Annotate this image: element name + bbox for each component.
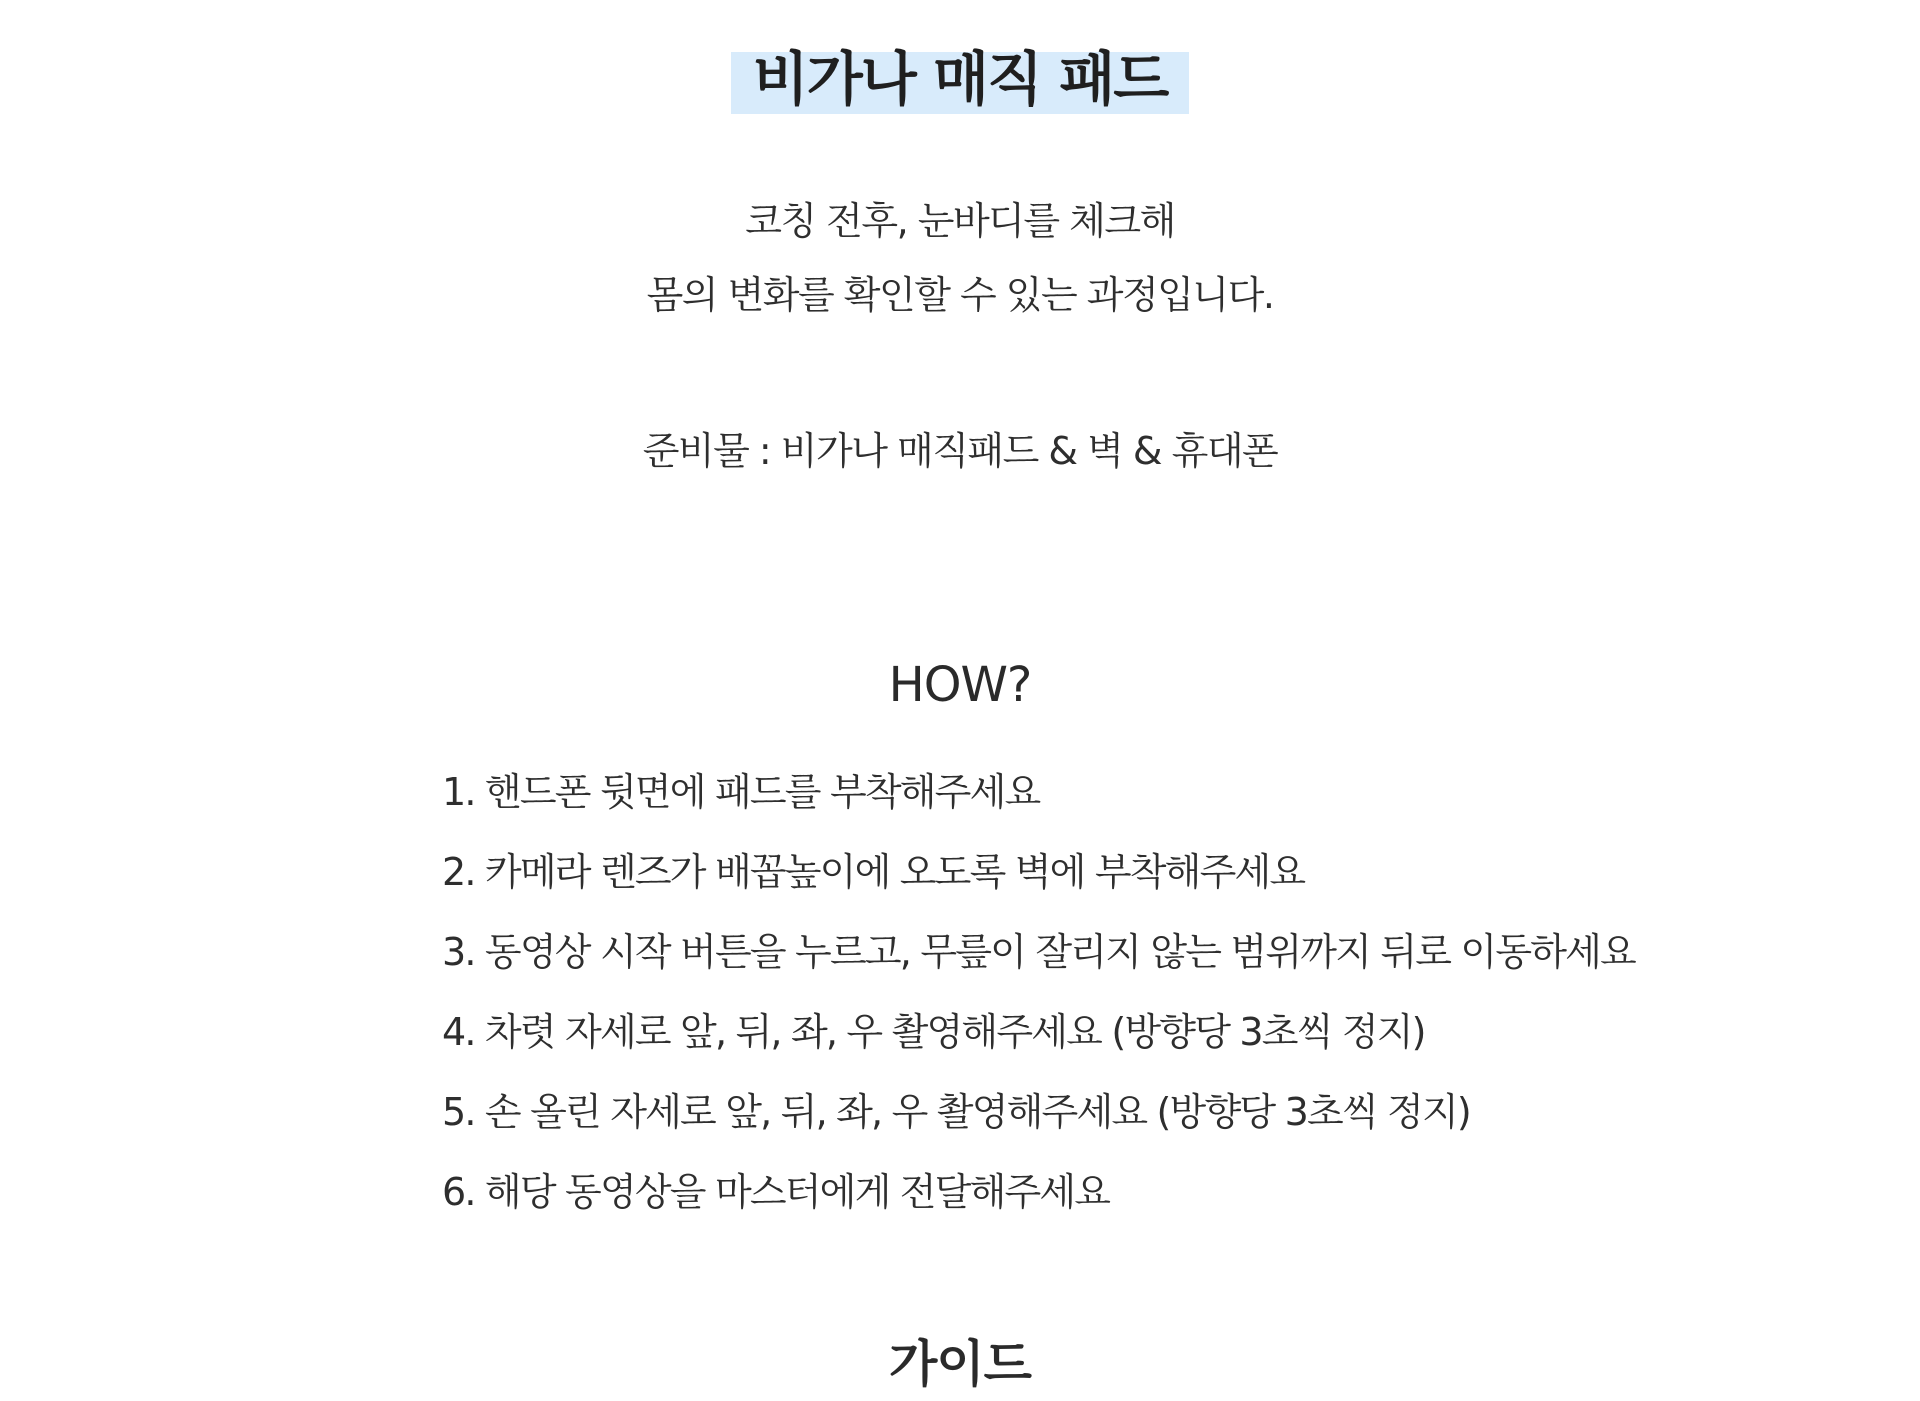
page-title: 비가나 매직 패드 <box>731 44 1190 114</box>
title-section <box>0 44 1920 114</box>
step-item-1: 1. 핸드폰 뒷면에 패드를 부착해주세요 <box>442 770 1040 814</box>
step-item-5: 5. 손 올린 자세로 앞, 뒤, 좌, 우 촬영해주세요 (방향당 3초씩 정지) <box>442 1090 1470 1134</box>
step-item-3: 3. 동영상 시작 버튼을 누르고, 무릎이 잘리지 않는 범위까지 뒤로 이동하세요 <box>442 930 1635 974</box>
intro-text <box>0 184 1920 332</box>
steps-list <box>442 752 1742 1232</box>
intro-line-1: 코칭 전후, 눈바디를 체크해 <box>745 199 1175 243</box>
step-item-2: 2. 카메라 렌즈가 배꼽높이에 오도록 벽에 부착해주세요 <box>442 850 1305 894</box>
step-item-6: 6. 해당 동영상을 마스터에게 전달해주세요 <box>442 1170 1110 1214</box>
how-heading: HOW? <box>888 657 1032 713</box>
intro-line-2: 몸의 변화를 확인할 수 있는 과정입니다. <box>646 273 1274 317</box>
guide-heading: 가이드 <box>889 1335 1031 1393</box>
step-item-4: 4. 차렷 자세로 앞, 뒤, 좌, 우 촬영해주세요 (방향당 3초씩 정지) <box>442 1010 1425 1054</box>
preparation-text: 준비물 : 비가나 매직패드 & 벽 & 휴대폰 <box>642 429 1278 473</box>
